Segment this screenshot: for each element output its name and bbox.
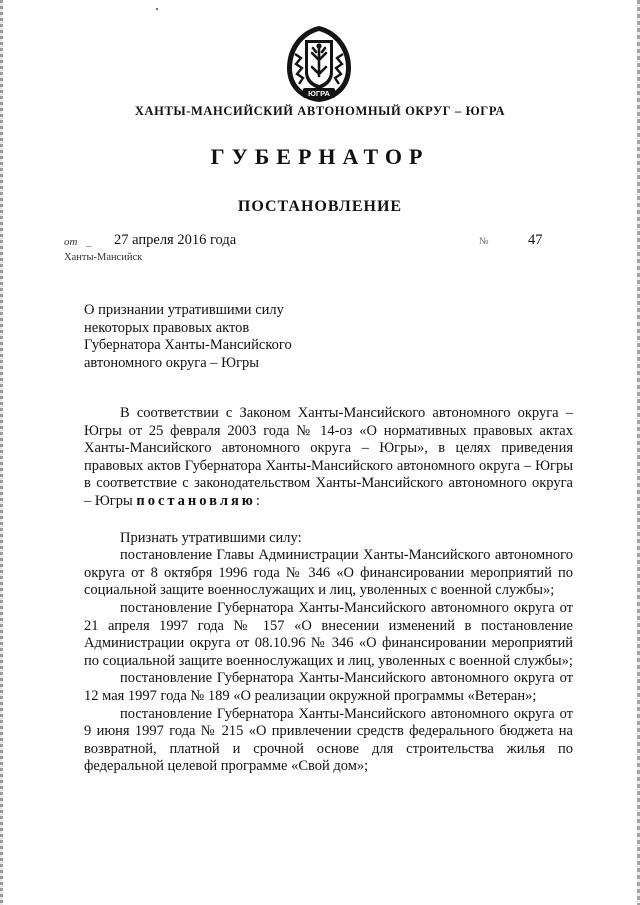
scan-speck [156,8,158,10]
decree-colon: : [255,492,260,509]
issue-city: Ханты-Мансийск [64,252,143,263]
emblem-ribbon-text: ЮГРА [308,89,330,98]
preamble-paragraph [84,405,573,511]
document-title [84,302,364,372]
date-prefix: от [64,236,78,248]
decree-word: постановляю [136,492,256,509]
document-body [84,405,573,776]
document-number: 47 [528,232,543,248]
repealed-item: постановление Губернатора Ханты-Мансийского автономного округа от 9 июня 1997 года № 215 «О привлечении средств федерального бюджета на возвратной, платной и срочной основе для строительства жилья по федеральной целевой программе «Свой дом»; [84,705,573,775]
declare-line: Признать утратившими силу: [120,529,302,546]
region-name: ХАНТЫ-МАНСИЙСКИЙ АВТОНОМНЫЙ ОКРУГ – ЮГРА [134,104,506,118]
scan-edge-left [0,0,3,905]
document-type-heading: ПОСТАНОВЛЕНИЕ [237,198,403,215]
coat-of-arms-icon [281,24,357,104]
repealed-item: постановление Губернатора Ханты-Мансийского автономного округа от 12 мая 1997 года № 189 «О реализации окружной программы «Ветеран»; [84,670,573,704]
date-dash: _ [86,236,92,248]
title-line: некоторых правовых актов [84,319,250,336]
number-sign: № [479,236,489,247]
title-line: О признании утратившими силу [84,302,284,318]
title-line: Губернатора Ханты-Мансийского [84,337,292,353]
repealed-item: постановление Губернатора Ханты-Мансийского автономного округа от 21 апреля 1997 года № 157 «О внесении изменений в постановление Администрации округа от 08.10.96 № 346 «О финансировании мероприятий по социальной защите военнослужащих и лиц, уволенных с военной службы»; [84,599,573,669]
document-date: 27 апреля 2016 года [114,232,237,248]
title-line: автономного округа – Югры [84,354,260,371]
governor-heading: ГУБЕРНАТОР [210,144,430,169]
repealed-item: постановление Главы Администрации Ханты-Мансийского автономного округа от 8 октября 1996 года № 346 «О финансировании мероприятий по социальной защите военнослужащих и лиц, уволенных с военной службы»; [84,547,573,599]
preamble-text: В соответствии с Законом Ханты-Мансийского автономного округа – Югры от 25 февраля 2003 года № 14-оз «О нормативных правовых актах Ханты-Мансийского автономного округа – Югры», в целях приведения правовых актов Губернатора Ханты-Мансийского автономного округа – Югры в соответствие с законодательством Ханты-Мансийского автономного округа – Югры [84,405,573,509]
